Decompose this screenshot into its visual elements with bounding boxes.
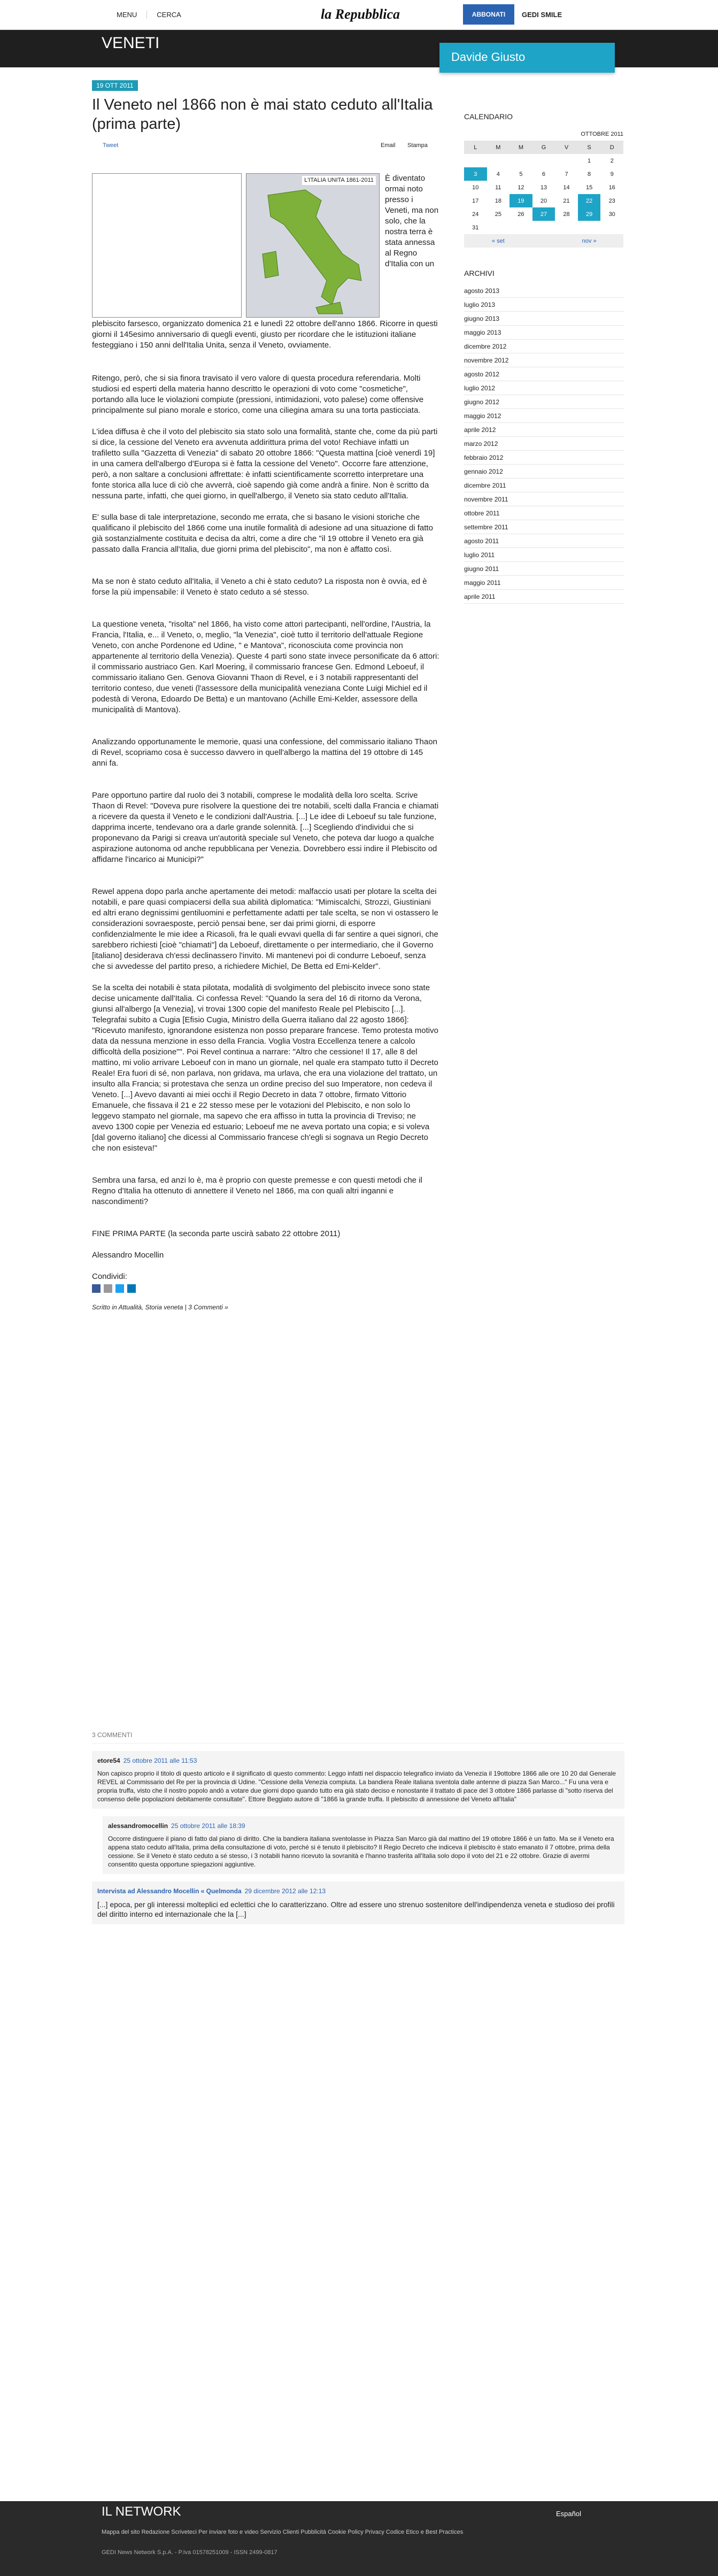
archive-link[interactable]: ottobre 2011 <box>464 506 624 520</box>
day-cell[interactable]: 22 <box>578 194 601 207</box>
share-icons <box>92 1284 439 1296</box>
comment-text: [...] epoca, per gli interessi molteplici ed eclettici che lo caratterizzano. Oltre ad essere uno strenuo sostenitore dell'indipendenza veneta e studioso dei profili del diritto interno ed internazionale che la [...] <box>97 1900 615 1918</box>
day-cell: 18 <box>495 197 501 204</box>
article-image <box>92 173 242 318</box>
italy-map-image <box>246 173 380 318</box>
facebook-icon[interactable] <box>92 1284 101 1293</box>
gedi-smile-link[interactable]: GEDI SMILE <box>522 11 562 19</box>
archive-link[interactable]: maggio 2011 <box>464 576 624 590</box>
archive-link[interactable]: febbraio 2012 <box>464 451 624 465</box>
lead-side-text: È diventato ormai noto presso i Veneti, ma non solo, che la nostra terra è stata annessa al Regno d'Italia con un <box>385 174 439 268</box>
article <box>92 80 439 1311</box>
subscribe-button[interactable]: ABBONATI <box>463 4 514 25</box>
article-title: Il Veneto nel 1866 non è mai stato ceduto all'Italia (prima parte) <box>92 96 433 133</box>
day-header: V <box>555 141 578 154</box>
article-paragraph: Pare opportuno partire dal ruolo dei 3 notabili, comprese le modalità della loro scelta. Scrive Thaon di Revel: "Doveva pure risolvere la questione dei tre notabili, scelti dalla Francia e chiamati a ricevere da questa il Veneto e le condizioni dall'Austria. [...] Le idee di Leboeuf su tale funzione, dapprima incerte, tendevano ora a darle grande solennità. [...] Scegliendo d'individui che si proponevano da Parigi si creava un'autorità speciale sul Veneto, che poteva dar luogo a qualche aspirazione autonoma od anche repubblicana per Venezia. Dovrebbero essi indire il Plebiscito od affidarne l'incarico ai Municipi?" <box>92 791 439 864</box>
archive-link[interactable]: dicembre 2012 <box>464 340 624 353</box>
article-paragraph: L'idea diffusa è che il voto del plebiscito sia stato solo una formalità, stante che, come da più parti si dice, la cessione del Veneto era avvenuta addirittura prima del voto! Rechiave infatti un trafiletto sulla "Gazzetta di Venezia" di sabato 20 ottobre 1866: "Questa mattina [cioè venerdì 19] in una camera dell'albergo d'Europa si è fatta la cessione del Veneto". Occorre fare attenzione, però, a non saltare a conclusioni affrettate: è infatti scientificamente scorretto interpretare una fonte storica alla luce di ciò che avverrà, cioè sapendo già come andrà a finire. Non è scritto da nessuna parte, infatti, che quei giorno, in quell'albergo, il Veneto sia stato ceduto all'Italia. <box>92 427 438 500</box>
day-cell: 20 <box>540 197 547 204</box>
archive-link[interactable]: agosto 2011 <box>464 534 624 548</box>
day-header: M <box>509 141 532 154</box>
calendar <box>464 127 623 248</box>
archive-link[interactable]: dicembre 2011 <box>464 479 624 492</box>
archive-link[interactable]: settembre 2011 <box>464 520 624 534</box>
archive-link[interactable]: aprile 2011 <box>464 590 624 604</box>
twitter-icon[interactable] <box>115 1284 124 1293</box>
day-cell[interactable]: 19 <box>509 194 532 207</box>
article-paragraph: Alessandro Mocellin <box>92 1251 164 1260</box>
day-header: D <box>600 141 623 154</box>
comment-author[interactable]: Intervista ad Alessandro Mocellin « Quelmonda <box>97 1887 242 1895</box>
day-cell: 25 <box>495 211 501 218</box>
day-cell: 21 <box>563 197 570 204</box>
email-button[interactable]: Email <box>381 142 396 149</box>
footer <box>0 2501 718 2576</box>
archive-title: ARCHIVI <box>464 269 495 277</box>
archive-link[interactable]: giugno 2013 <box>464 312 624 326</box>
comment-author[interactable]: etore54 <box>97 1757 120 1764</box>
blog-title[interactable]: VENETI <box>102 34 160 52</box>
day-header: M <box>487 141 510 154</box>
site-logo[interactable]: la Repubblica <box>321 6 400 22</box>
article-lead <box>92 173 439 357</box>
day-cell: 14 <box>563 184 570 191</box>
article-paragraph: E' sulla base di tale interpretazione, secondo me errata, che si basano le visioni storiche che qualificano il plebiscito del 1866 come una inutile formalità di adesione ad una situazione di fatto già sostanzialmente costituita e decisa da altri, come a dire che "il 19 ottobre il Veneto era già passato dalla Francia all'Italia, due giorni prima del plebiscito", ma non è affatto così. <box>92 513 433 554</box>
day-cell: 23 <box>608 197 615 204</box>
day-cell <box>532 154 555 167</box>
language-select[interactable]: Español <box>556 2510 581 2518</box>
email-icon[interactable] <box>104 1284 112 1293</box>
day-cell: 2 <box>610 157 614 164</box>
archive-link[interactable]: gennaio 2012 <box>464 465 624 479</box>
day-header: L <box>464 141 487 154</box>
day-cell: 24 <box>472 211 479 218</box>
map-label: L'ITALIA UNITA 1861-2011 <box>302 176 376 185</box>
print-button[interactable]: Stampa <box>407 142 428 149</box>
menu-button[interactable]: MENU <box>117 11 147 19</box>
day-cell: 26 <box>518 211 524 218</box>
lead-bottom-text: plebiscito farsesco, organizzato domenica 21 e lunedì 22 ottobre dell'anno 1866. Ricorre in questi giorni il 145esimo anniversario di quegli eventi, giusto per ricordare che le istituzioni italiane festeggiano i 150 anni dell'Italia Unita, senza il Veneto, ovviamente. <box>92 319 438 350</box>
day-cell: 15 <box>585 184 593 191</box>
comment-text: Occorre distinguere il piano di fatto dal piano di diritto. Che la bandiera italiana sventolasse in Piazza San Marco già dal mattino del 19 ottobre 1866 è un fatto. Ma se il Veneto era appena stato ceduto all'Italia, prima della consultazione di voto, perché si è tenuto il plebiscito? Il Regio Decreto che indiceva il plebiscito è stato emanato il 7 ottobre, prima della cessione. Se il Veneto è stato ceduto a sé stesso, i 3 notabili hanno ricevuto la sovranità e l'hanno trasferita all'Italia solo dopo il voto del 21 e 22 ottobre. Grazie di avermi consentito questa opportune spiegazioni aggiuntive. <box>108 1835 614 1868</box>
day-cell: 10 <box>472 184 479 191</box>
search-button[interactable]: CERCA <box>157 11 181 19</box>
footer-network: IL NETWORK <box>102 2504 181 2519</box>
archive-link[interactable]: luglio 2013 <box>464 298 624 312</box>
article-paragraph: Se la scelta dei notabili è stata pilotata, modalità di svolgimento del plebiscito invece sono state decise unicamente dall'Italia. Ci confessa Revel: "Quando la sera del 16 di ritorno da Verona, giunsi all'albergo [a Venezia], vi trovai 1300 copie del manifesto Reale pel Plebiscito [...]. Telegrafai subito a Cugia [Efisio Cugia, Ministro della Guerra italiano dal 22 agosto 1866]: "Ricevuto manifesto, ignorandone esistenza non posso preparare francese. Temo protesta motivo data da nessuna menzione in esso della Francia. Voglia Vostra Eccellenza tenere a calcolo difficoltà della posizione"". Poi Revel continua a narrare: "Altro che cessione! Il 17, alle 8 del mattino, mi volio arrivare Leboeuf con in mano un giornale, nel quale era stampato tutto il Decreto Reale! Era fuori di sé, non parlava, non gridava, ma urlava, che era una violazione del trattato, un insulto alla Francia; si protestava che senza un ordine preciso del suo Imperatore, non cedeva il Veneto. [...] Avevo davanti ai miei occhi il Regio Decreto in data 7 ottobre, firmato Vittorio Emanuele, che fissava il 21 e 22 stesso mese per le votazioni del Plebiscito, e non solo lo leggevo stampato nel giornale, ma sapevo che era affisso in tutta la provincia di Treviso; ne avevo 1300 copie per Venezia ed estuario; Leboeuf me ne aveva portato una copia; e si voleva [dal governo italiano] che dicessi al Commissario francese ch'egli si sognava un Regio Decreto che non esisteva!" <box>92 983 438 1153</box>
day-cell <box>509 154 532 167</box>
day-cell: 1 <box>588 157 591 164</box>
archive-link[interactable]: agosto 2013 <box>464 284 624 298</box>
calendar-next[interactable]: nov » <box>582 237 597 244</box>
day-header: G <box>532 141 555 154</box>
day-cell[interactable]: 3 <box>464 167 487 181</box>
day-cell: 17 <box>472 197 479 204</box>
comment-date[interactable]: 25 ottobre 2011 alle 18:39 <box>171 1822 245 1830</box>
day-cell <box>487 154 510 167</box>
article-meta[interactable]: Scritto in Attualità, Storia veneta | 3 Commenti » <box>92 1304 228 1311</box>
day-cell[interactable]: 29 <box>578 207 601 221</box>
day-cell: 7 <box>565 171 568 178</box>
comments-section <box>92 1731 624 1924</box>
day-cell: 6 <box>542 171 546 178</box>
comment-date[interactable]: 29 dicembre 2012 alle 12:13 <box>244 1887 326 1895</box>
comment <box>92 1881 624 1924</box>
calendar-prev[interactable]: « set <box>491 237 505 244</box>
day-cell: 28 <box>563 211 570 218</box>
article-paragraph: Rewel appena dopo parla anche apertamente dei metodi: malfaccio usati per plotare la scelta dei notabili, e pare quasi compiacersi della sua abilità diplomatica: "Mimiscalchi, Strozzi, Giustiniani ed altri erano degnissimi gentiluomini e perfettamente adatti per tale scelta, se non vi ostassero le considerazioni sovraesposte, perciò pensai bene, ser dai primi giorni, di esporre confidenzialmente le mie idee a Ricasoli, fra le quali evvavi quella di far sentire a quei signori, che sarebbero richiesti [cioè "chiamati"] da Leboeuf, direttamente o per intermediario, che il Governo [italiano] desiderava ch'essi declinassero l'invito. Mi mantenevi poi di condurre Leboeuf, senza che si avvedesse del partito preso, a richiedere Michiel, De Betta ed Emi-Kelder". <box>92 887 438 971</box>
archive-link[interactable]: maggio 2012 <box>464 409 624 423</box>
author-box[interactable]: Davide Giusto <box>439 43 615 73</box>
day-cell: 30 <box>608 211 615 218</box>
day-cell: 11 <box>495 184 501 191</box>
day-cell: 12 <box>518 184 524 191</box>
article-paragraph: Analizzando opportunamente le memorie, quasi una confessione, del commissario italiano Thaon di Revel, scopriamo cosa è successo davvero in quell'albergo la mattina del 19 ottobre di 145 anni fa. <box>92 737 437 768</box>
day-cell <box>555 154 578 167</box>
comments-header: 3 COMMENTI <box>92 1731 624 1744</box>
day-cell: 9 <box>610 171 614 178</box>
day-cell: 16 <box>608 184 615 191</box>
archive-link[interactable]: luglio 2011 <box>464 548 624 562</box>
footer-links[interactable]: Mappa del sito Redazione Scriveteci Per inviare foto e video Servizio Clienti Pubblicità Cookie Policy Privacy Codice Etico e Best Practices <box>102 2529 464 2535</box>
day-cell: 31 <box>472 224 479 231</box>
archive-link[interactable]: giugno 2011 <box>464 562 624 576</box>
article-paragraph: La questione veneta, "risolta" nel 1866, ha visto come attori partecipanti, nell'ordine, l'Austria, la Francia, l'Italia, e... il Veneto, o, meglio, "la Venezia", cioè tutto il territorio dell'attuale Regione Veneto, con anche Pordenone ed Udine, " e Mantova", riconosciuta come provincia non appartenente al territorio della Venezia). Queste 4 parti sono state invece personificate da 6 attori: il commissario austriaco Gen. Karl Moering, il commissario francese Gen. Edmond Leboeuf, il commissario italiano Gen. Genova Giovanni Thaon di Revel, e i 3 notabili rappresentanti del territorio conteso, due veneti (l'assessore della municipalità veneziana Conte Luigi Michiel ed il podestà di Verona, Edoardo De Betta) e un mantovano (Achille Emi-Kelder, assessore della municipalità di Mantova). <box>92 620 439 714</box>
archive-link[interactable]: giugno 2012 <box>464 395 624 409</box>
archive-link[interactable]: luglio 2012 <box>464 381 624 395</box>
footer-copyright: GEDI News Network S.p.A. - P.Iva 01578251009 - ISSN 2499-0817 <box>102 2549 277 2556</box>
comment <box>103 1816 624 1874</box>
comment-date[interactable]: 25 ottobre 2011 alle 11:53 <box>123 1757 197 1764</box>
sidebar <box>464 112 624 604</box>
calendar-month: OTTOBRE 2011 <box>581 130 623 137</box>
archive-link[interactable]: novembre 2012 <box>464 353 624 367</box>
article-paragraph: Sembra una farsa, ed anzi lo è, ma è proprio con queste premesse e con questi metodi che il Regno d'Italia ha ottenuto di annettere il Veneto nel 1866, ma con quali altri inganni e nascondimenti? <box>92 1176 422 1206</box>
day-cell: 5 <box>519 171 523 178</box>
day-cell <box>464 154 487 167</box>
archive-link[interactable]: aprile 2012 <box>464 423 624 437</box>
archive-link[interactable]: agosto 2012 <box>464 367 624 381</box>
top-navigation <box>0 0 718 30</box>
day-header: S <box>578 141 601 154</box>
day-cell: 4 <box>496 171 500 178</box>
tweet-button[interactable]: Tweet <box>103 142 119 149</box>
top-menu <box>117 11 200 19</box>
archive-link[interactable]: marzo 2012 <box>464 437 624 451</box>
article-paragraph: FINE PRIMA PARTE (la seconda parte uscirà sabato 22 ottobre 2011) <box>92 1229 341 1238</box>
article-paragraph: Ritengo, però, che si sia finora travisato il vero valore di questa procedura referendaria. Molti studiosi ed esperti della materia hanno descritto le operazioni di voto come "cosmetiche", portando alla luce le violazioni compiute (pressioni, intimidazioni, voto palese) come offensive principalmente sul piano morale e storico, come una ciliegina amara su una torta pasticciata. <box>92 374 424 415</box>
date-badge: 19 OTT 2011 <box>92 80 138 91</box>
comment-author[interactable]: alessandromocellin <box>108 1822 168 1830</box>
archive-link[interactable]: maggio 2013 <box>464 326 624 340</box>
archives <box>464 269 624 604</box>
linkedin-icon[interactable] <box>127 1284 136 1293</box>
day-cell: 13 <box>540 184 547 191</box>
italy-map-icon <box>246 174 379 317</box>
calendar-title: CALENDARIO <box>464 112 513 121</box>
share-bar <box>92 138 439 151</box>
share-label: Condividi: <box>92 1272 127 1281</box>
day-cell[interactable]: 27 <box>532 207 555 221</box>
day-cell: 8 <box>588 171 591 178</box>
comment <box>92 1751 624 1809</box>
comment-text: Non capisco proprio il titolo di questo articolo e il significato di questo commento: Leggo infatti nel dispaccio telegrafico inviato da Venezia il 19ottobre 1866 alle ore 10 20 dal Generale REVEL al Commissario del Re per la provincia di Udine. "Cessione della Venezia compiuta. La bandiera Reale italiana sventola dalle antenne di piazza San Marco..." Fu una vera e propria truffa, visto che il nostro popolo andò a votare due giorni dopo quando tutto era già stato deciso e nonostante il trattato di pace del 3 ottobre 1866 parlasse di "sotto riserva del consenso delle popolazioni debitamente consultate". Ettore Beggiato autore di "1866 la grande truffa. Il plebiscito di annessione del Veneto all'Italia" <box>97 1770 616 1803</box>
article-paragraph: Ma se non è stato ceduto all'Italia, il Veneto a chi è stato ceduto? La risposta non è ovvia, ed è forse la più impensabile: il Veneto è stato ceduto a sé stesso. <box>92 577 427 597</box>
archive-link[interactable]: novembre 2011 <box>464 492 624 506</box>
